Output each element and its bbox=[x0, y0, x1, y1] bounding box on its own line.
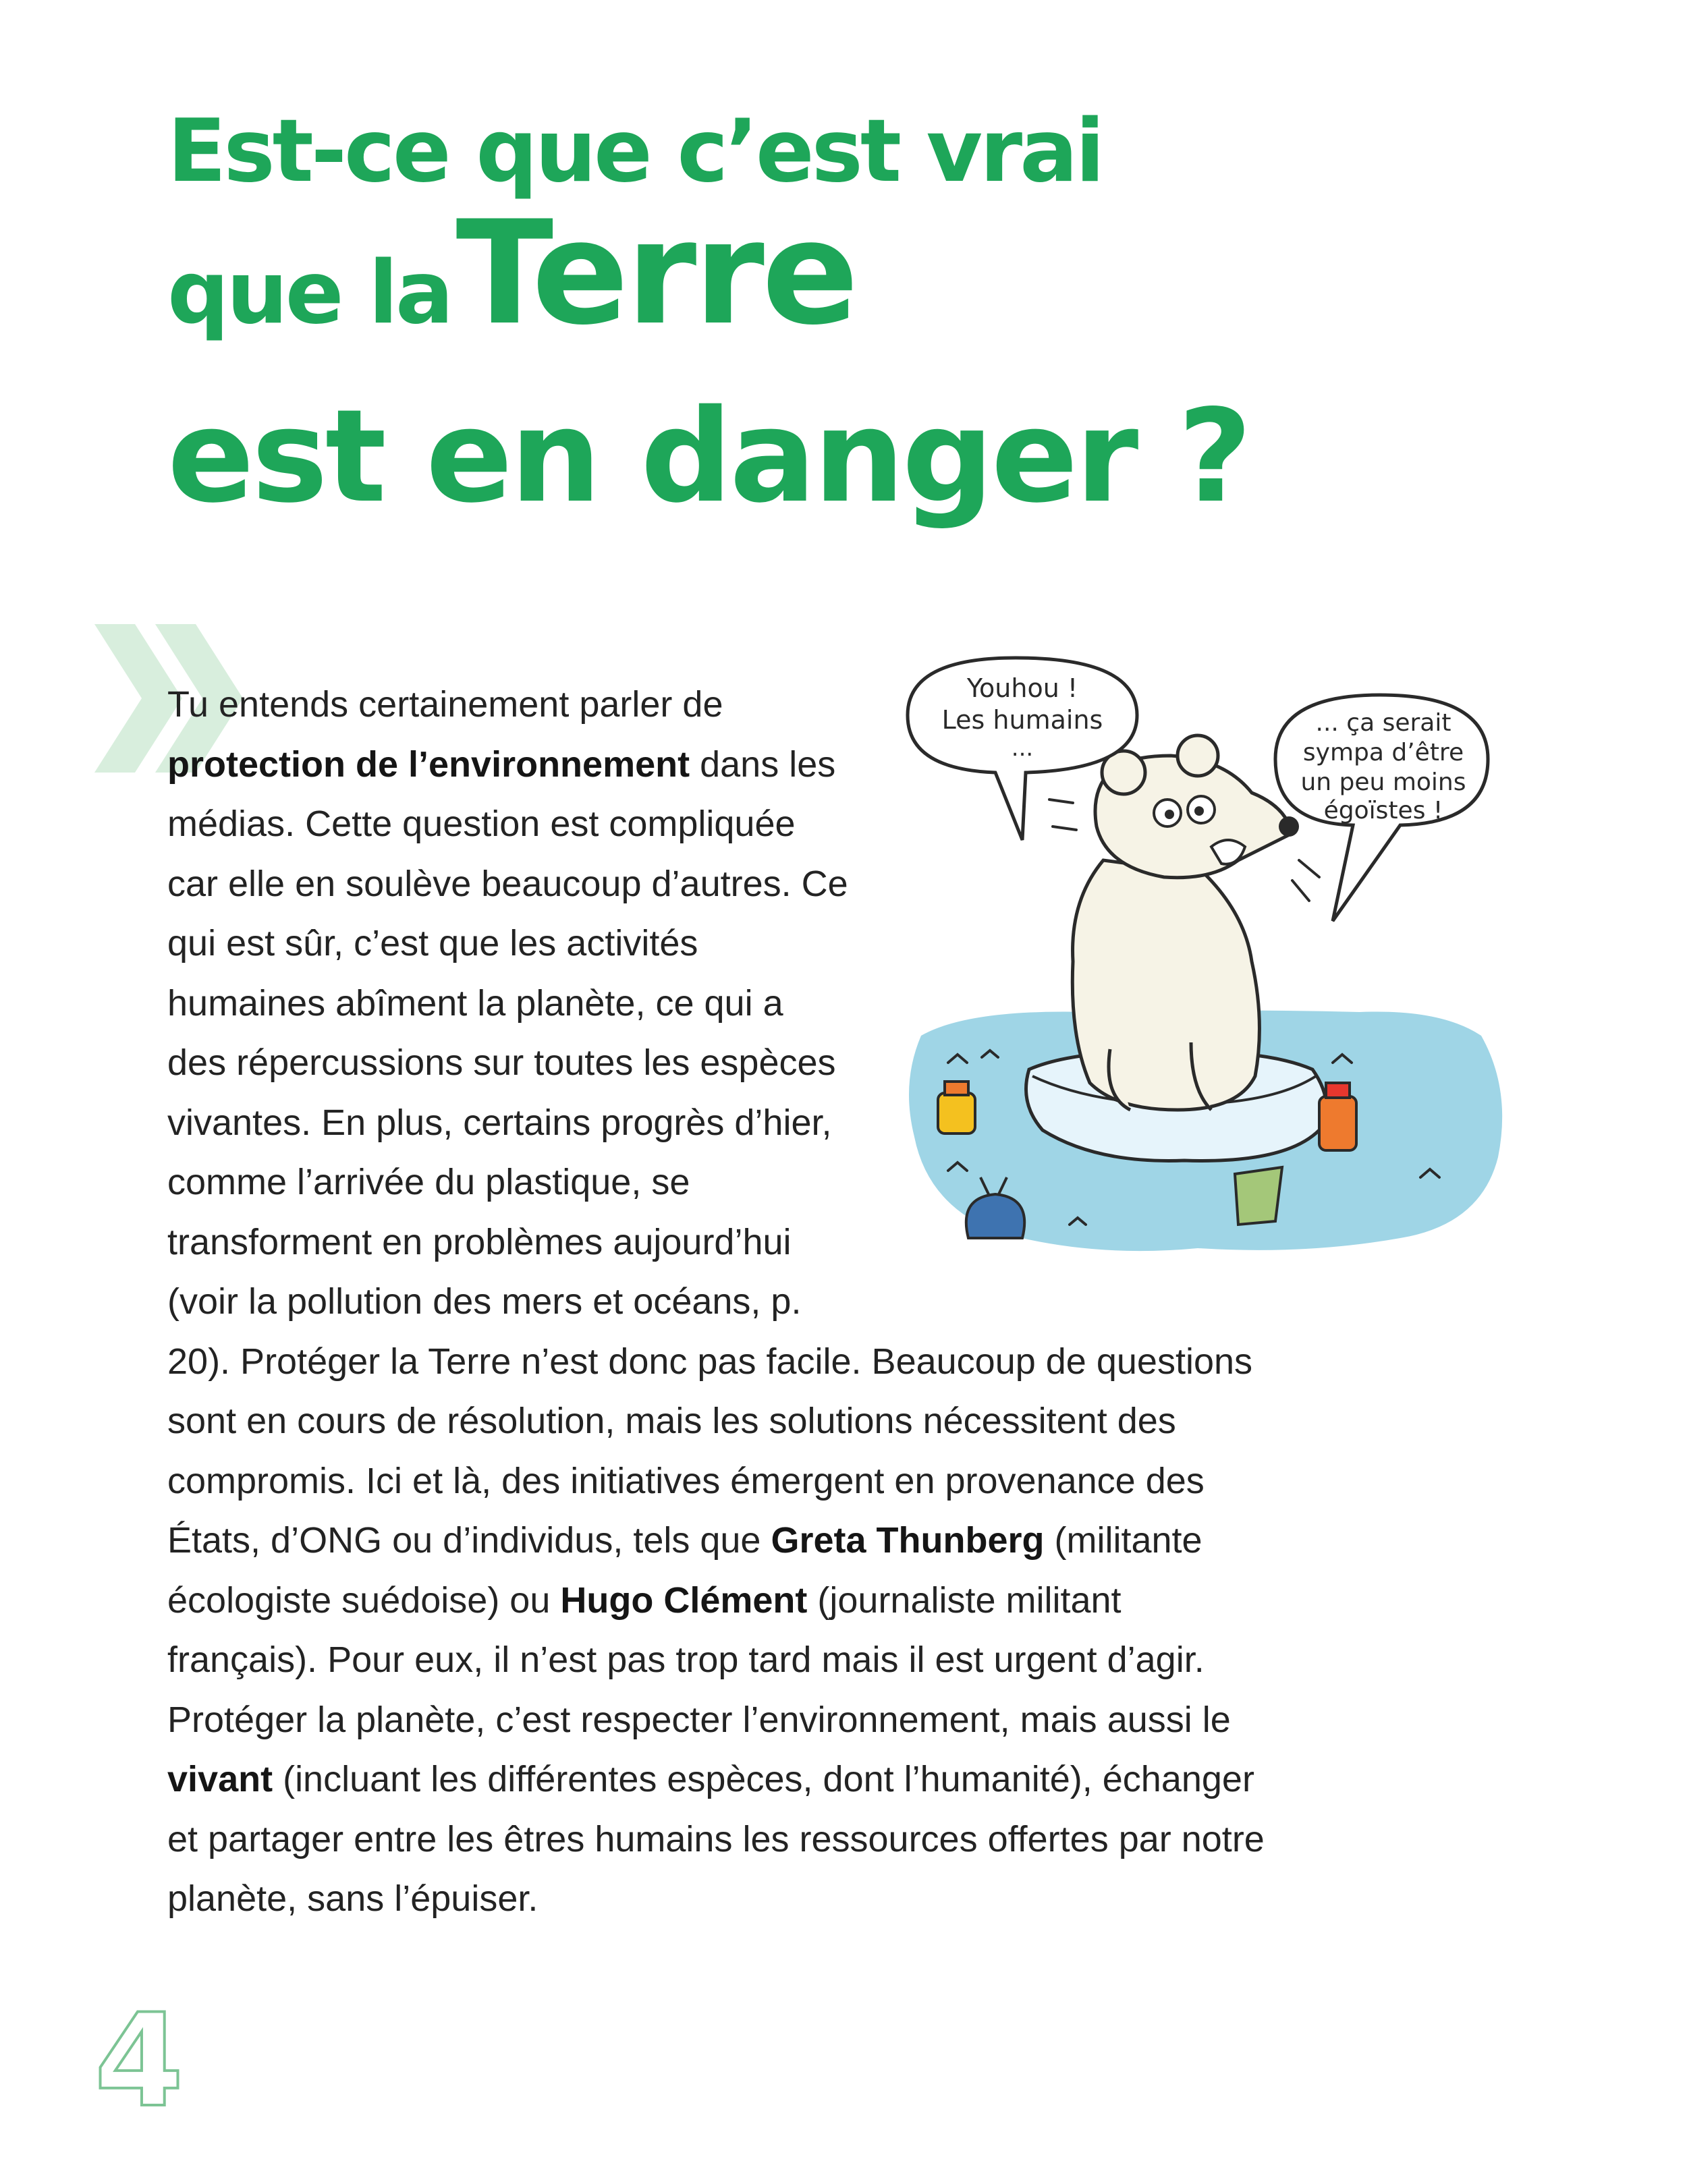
polar-bear-illustration bbox=[887, 644, 1512, 1268]
bold-name-greta: Greta Thunberg bbox=[771, 1520, 1045, 1561]
bold-term-environment: protection de l’environnement bbox=[167, 744, 690, 785]
title-line-2-small: que la bbox=[167, 243, 451, 343]
title-line-2 bbox=[167, 190, 1250, 386]
svg-text:... ça serait: ... ça serait bbox=[1315, 709, 1451, 737]
svg-text:sympa d’être: sympa d’être bbox=[1302, 739, 1464, 766]
title-line-3: est en danger ? bbox=[167, 382, 1250, 531]
title-line-2-big: Terre bbox=[455, 190, 856, 356]
page-title bbox=[167, 101, 1250, 531]
paragraph-2: Protéger la planète, c’est respecter l’environnement, mais aussi le vivant (incluant les différentes espèces, dont l’humanité), échanger et partager entre les êtres humains les ressources offertes par notre planète, sans l’épuiser. bbox=[167, 1699, 1265, 1919]
paragraph-1: Tu entends certainement parler de protection de l’environnement dans les médias. Cette question est compliquée car elle en soulève beaucoup d’autres. Ce qui est sûr, c’est que les activités humaines abîment la planète, ce qui a des répercussions sur toutes les espèces vivantes. En plus, certains progrès d’hier, comme l’arrivée du plastique, se transforment en problèmes aujourd’hui (voir la pollution des mers et océans, p. 20). Protéger la Terre n’est donc pas facile. Beaucoup de questions sont en cours de résolution, mais les solutions nécessitent des compromis. Ici et là, des initiatives émergent en provenance des États, d’ONG ou d’individus, tels que Greta Thunberg (militante écologiste suédoise) ou Hugo Clément (journaliste militant français). Pour eux, il n’est pas trop tard mais il est urgent d’agir. bbox=[167, 684, 1253, 1680]
svg-text:égoïstes !: égoïstes ! bbox=[1323, 797, 1443, 824]
bold-name-hugo: Hugo Clément bbox=[560, 1579, 808, 1621]
page-number: 4 bbox=[94, 1986, 184, 2135]
bold-term-vivant: vivant bbox=[167, 1759, 273, 1799]
bear-nose bbox=[1279, 816, 1299, 837]
speech-bubble-right bbox=[1275, 695, 1488, 921]
svg-text:un peu moins: un peu moins bbox=[1300, 768, 1466, 796]
title-line-1: Est-ce que c’est vrai bbox=[167, 101, 1103, 202]
svg-text:Youhou !: Youhou ! bbox=[966, 673, 1078, 703]
polar-bear bbox=[1072, 735, 1292, 1110]
svg-text:...: ... bbox=[1011, 735, 1034, 762]
svg-text:Les humains: Les humains bbox=[941, 705, 1103, 735]
